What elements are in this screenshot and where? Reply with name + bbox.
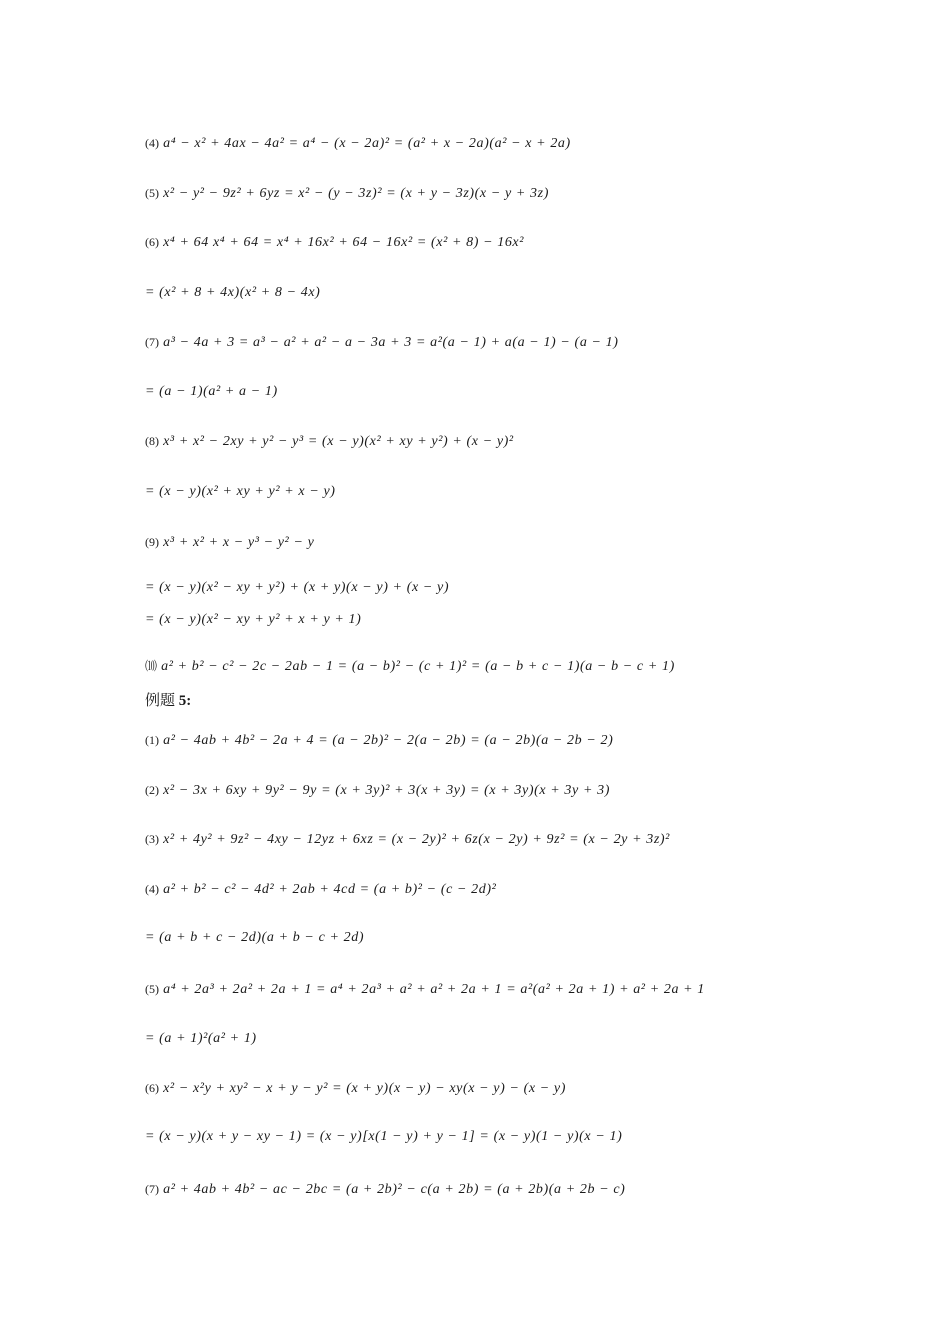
equation-text: a² + 4ab + 4b² − ac − 2bc = (a + 2b)² − c(a + 2b) = (a + 2b)(a + 2b − c) <box>163 1182 626 1197</box>
equation-line <box>145 781 610 800</box>
equation-text: a² + b² − c² − 2c − 2ab − 1 = (a − b)² − (c + 1)² = (a − b + c − 1)(a − b − c + 1) <box>161 659 675 674</box>
equation-text: x³ + x² + x − y³ − y² − y <box>163 535 315 550</box>
equation-text: = (a + 1)²(a² + 1) <box>145 1031 257 1046</box>
equation-text: a² − 4ab + 4b² − 2a + 4 = (a − 2b)² − 2(a − 2b) = (a − 2b)(a − 2b − 2) <box>163 733 614 748</box>
heading-number: 5: <box>178 693 192 709</box>
equation-text: x² − y² − 9z² + 6yz = x² − (y − 3z)² = (x + y − 3z)(x − y + 3z) <box>163 186 549 201</box>
equation-line <box>145 880 496 899</box>
equation-line <box>145 333 619 352</box>
item-number: (6) <box>145 1081 159 1095</box>
equation-text: a² + b² − c² − 4d² + 2ab + 4cd = (a + b)² − (c − 2d)² <box>163 882 497 897</box>
equation-text: = (a − 1)(a² + a − 1) <box>145 384 278 399</box>
item-number: (4) <box>145 882 159 896</box>
item-number: (3) <box>145 832 159 846</box>
equation-text: = (x − y)(x² − xy + y²) + (x + y)(x − y) + (x − y) <box>145 580 450 595</box>
equation-text: x² + 4y² + 9z² − 4xy − 12yz + 6xz = (x − 2y)² + 6z(x − 2y) + 9z² = (x − 2y + 3z)² <box>163 832 670 847</box>
equation-text: x² − 3x + 6xy + 9y² − 9y = (x + 3y)² + 3(x + 3y) = (x + 3y)(x + 3y + 3) <box>163 783 610 798</box>
equation-line <box>145 830 670 849</box>
equation-text: = (x − y)(x + y − xy − 1) = (x − y)[x(1 − y) + y − 1] = (x − y)(1 − y)(x − 1) <box>145 1129 623 1144</box>
item-number: (4) <box>145 136 159 150</box>
item-number: (8) <box>145 434 159 448</box>
equation-line <box>145 533 314 552</box>
equation-line <box>145 980 705 999</box>
equation-text: = (x − y)(x² + xy + y² + x − y) <box>145 484 336 499</box>
equation-text: a⁴ + 2a³ + 2a² + 2a + 1 = a⁴ + 2a³ + a² + a² + 2a + 1 = a²(a² + 2a + 1) + a² + 2a + 1 <box>163 982 705 997</box>
equation-continuation <box>145 611 361 629</box>
equation-continuation <box>145 383 278 401</box>
equation-continuation <box>145 284 320 302</box>
item-number: (6) <box>145 235 159 249</box>
equation-continuation <box>145 929 364 947</box>
equation-line <box>145 1079 566 1098</box>
equation-continuation <box>145 483 336 501</box>
item-number: (9) <box>145 535 159 549</box>
equation-line <box>145 1180 625 1199</box>
equation-continuation <box>145 1128 622 1146</box>
item-number: (5) <box>145 186 159 200</box>
item-number: ⑽ <box>145 659 158 673</box>
item-number: (7) <box>145 1182 159 1196</box>
equation-text: = (x − y)(x² − xy + y² + x + y + 1) <box>145 612 362 627</box>
equation-continuation <box>145 579 449 597</box>
item-number: (5) <box>145 982 159 996</box>
equation-line <box>145 432 514 451</box>
equation-text: x⁴ + 64 x⁴ + 64 = x⁴ + 16x² + 64 − 16x² = (x² + 8) − 16x² <box>163 235 525 250</box>
section-heading <box>145 691 191 711</box>
equation-text: x² − x²y + xy² − x + y − y² = (x + y)(x − y) − xy(x − y) − (x − y) <box>163 1081 567 1096</box>
heading-prefix: 例题 <box>145 693 176 709</box>
equation-text: = (a + b + c − 2d)(a + b − c + 2d) <box>145 930 365 945</box>
equation-line <box>145 233 524 252</box>
equation-text: a³ − 4a + 3 = a³ − a² + a² − a − 3a + 3 = a²(a − 1) + a(a − 1) − (a − 1) <box>163 335 619 350</box>
equation-text: = (x² + 8 + 4x)(x² + 8 − 4x) <box>145 285 321 300</box>
equation-line <box>145 134 571 153</box>
item-number: (7) <box>145 335 159 349</box>
item-number: (2) <box>145 783 159 797</box>
item-number: (1) <box>145 733 159 747</box>
equation-line <box>145 184 549 203</box>
equation-text: x³ + x² − 2xy + y² − y³ = (x − y)(x² + xy + y²) + (x − y)² <box>163 434 514 449</box>
equation-line <box>145 731 613 750</box>
equation-text: a⁴ − x² + 4ax − 4a² = a⁴ − (x − 2a)² = (a² + x − 2a)(a² − x + 2a) <box>163 136 571 151</box>
equation-line <box>145 657 675 676</box>
equation-continuation <box>145 1030 257 1048</box>
